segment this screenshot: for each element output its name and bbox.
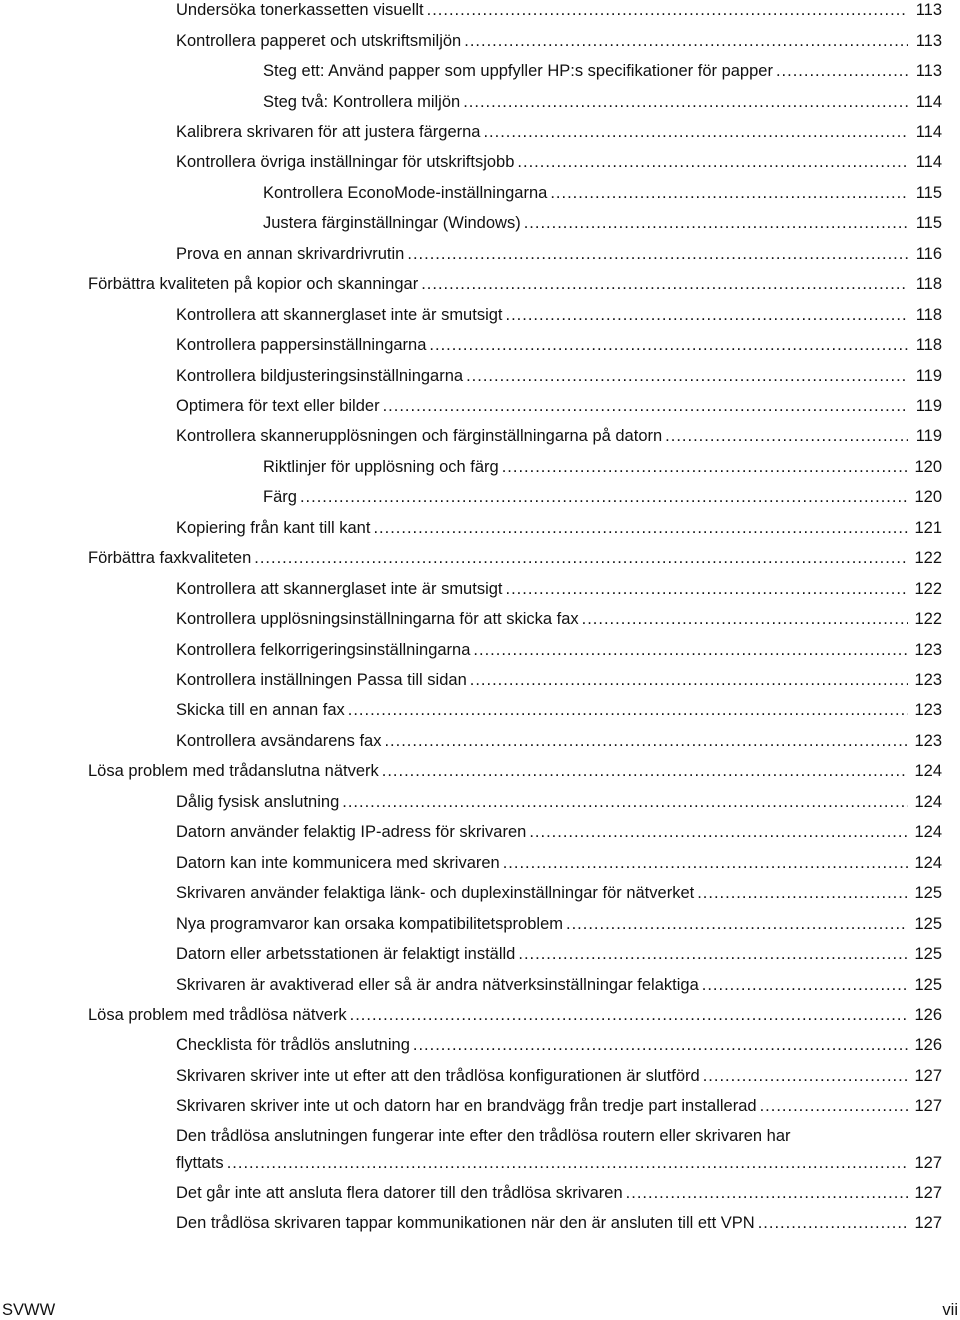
toc-entry-title: Prova en annan skrivardrivrutin	[176, 245, 405, 263]
toc-entry[interactable]	[176, 366, 942, 386]
toc-entry-title: Riktlinjer för upplösning och färg	[263, 458, 499, 476]
toc-entry-page: 114	[915, 123, 942, 141]
toc-leader-dots	[665, 426, 908, 446]
toc-entry[interactable]	[176, 670, 942, 690]
toc-entry[interactable]	[263, 92, 942, 112]
toc-entry-title: Kontrollera inställningen Passa till sidan	[176, 671, 467, 689]
toc-entry-page: 126	[914, 1006, 942, 1024]
toc-leader-dots	[517, 152, 908, 172]
toc-entry-title: Undersöka tonerkassetten visuellt	[176, 1, 424, 19]
toc-entry-title: Checklista för trådlös anslutning	[176, 1036, 410, 1054]
toc-entry-page: 121	[914, 519, 942, 537]
toc-entry[interactable]	[176, 518, 942, 538]
toc-entry[interactable]	[176, 853, 942, 873]
toc-entry-page: 122	[914, 610, 942, 628]
toc-entry[interactable]	[176, 244, 942, 264]
toc-entry-title: Kontrollera EconoMode-inställningarna	[263, 184, 548, 202]
toc-entry[interactable]	[176, 822, 942, 842]
toc-entry-page: 127	[914, 1067, 942, 1085]
toc-entry[interactable]	[176, 305, 942, 325]
toc-entry[interactable]	[176, 1035, 942, 1055]
toc-entry[interactable]	[176, 335, 942, 355]
toc-entry-title: Kontrollera avsändarens fax	[176, 732, 382, 750]
toc-entry-title: Kontrollera att skannerglaset inte är smutsigt	[176, 306, 503, 324]
toc-entry[interactable]	[176, 426, 942, 446]
toc-entry[interactable]	[176, 1183, 942, 1203]
toc-entry[interactable]	[176, 640, 942, 660]
toc-entry-page: 119	[915, 367, 942, 385]
toc-entry-title: Datorn kan inte kommunicera med skrivaren	[176, 854, 500, 872]
toc-entry-page: 115	[915, 214, 942, 232]
toc-entry-page: 126	[914, 1036, 942, 1054]
toc-leader-dots	[502, 457, 908, 477]
toc-leader-dots	[702, 975, 908, 995]
toc-entry-title: Nya programvaror kan orsaka kompatibilitetsproblem	[176, 915, 563, 933]
toc-entry-title-line2: flyttats	[176, 1154, 224, 1172]
toc-entry-page: 127	[914, 1184, 942, 1202]
toc-entry[interactable]	[88, 548, 942, 568]
toc-entry-title: Kontrollera skannerupplösningen och färginställningarna på datorn	[176, 427, 663, 445]
toc-entry[interactable]	[176, 944, 942, 964]
toc-entry-title: Kopiering från kant till kant	[176, 519, 371, 537]
toc-entry-title: Dålig fysisk anslutning	[176, 793, 340, 811]
toc-leader-dots	[776, 61, 908, 81]
toc-entry[interactable]	[176, 792, 942, 812]
toc-leader-dots	[383, 396, 908, 416]
toc-leader-dots	[470, 670, 908, 690]
toc-entry-title: Datorn eller arbetsstationen är felaktigt inställd	[176, 945, 516, 963]
toc-entry-title: Skrivaren använder felaktiga länk- och duplexinställningar för nätverket	[176, 884, 695, 902]
toc-entry-page: 124	[914, 762, 942, 780]
toc-leader-dots	[407, 244, 908, 264]
toc-entry-title: Lösa problem med trådanslutna nätverk	[88, 762, 379, 780]
toc-entry-title: Kontrollera felkorrigeringsinställningarna	[176, 641, 471, 659]
toc-entry[interactable]	[176, 609, 942, 629]
toc-entry[interactable]	[263, 487, 942, 507]
toc-entry-page: 125	[914, 945, 942, 963]
toc-entry-title: Kontrollera att skannerglaset inte är smutsigt	[176, 580, 503, 598]
toc-entry-page: 124	[914, 854, 942, 872]
toc-entry-page: 122	[914, 549, 942, 567]
toc-entry-title: Steg ett: Använd papper som uppfyller HP:s specifikationer för papper	[263, 62, 773, 80]
toc-entry-page: 125	[914, 915, 942, 933]
toc-entry-page: 118	[915, 275, 942, 293]
toc-entry-title: Kontrollera bildjusteringsinställningarna	[176, 367, 464, 385]
toc-entry-page: 127	[914, 1214, 942, 1232]
toc-entry-page: 122	[914, 580, 942, 598]
toc-leader-dots	[463, 92, 908, 112]
toc-leader-dots	[384, 731, 908, 751]
toc-entry[interactable]	[88, 761, 942, 781]
toc-leader-dots	[464, 31, 908, 51]
toc-entry-page: 125	[914, 884, 942, 902]
toc-entry-page: 127	[914, 1154, 942, 1172]
toc-entry-title-line1: Den trådlösa anslutningen fungerar inte efter den trådlösa routern eller skrivaren har	[176, 1127, 791, 1145]
toc-entry-title: Den trådlösa skrivaren tappar kommunikationen när den är ansluten till ett VPN	[176, 1214, 755, 1232]
toc-entry[interactable]	[176, 1096, 942, 1116]
toc-entry-title: Skrivaren är avaktiverad eller så är andra nätverksinställningar felaktiga	[176, 976, 699, 994]
toc-leader-dots	[506, 305, 909, 325]
toc-entry-title: Justera färginställningar (Windows)	[263, 214, 521, 232]
toc-entry[interactable]	[176, 700, 942, 720]
toc-entry-title: Skrivaren skriver inte ut efter att den trådlösa konfigurationen är slutförd	[176, 1067, 700, 1085]
toc-entry-page: 114	[915, 93, 942, 111]
toc-entry-title: Optimera för text eller bilder	[176, 397, 380, 415]
toc-leader-dots	[506, 579, 909, 599]
toc-leader-dots	[760, 1096, 908, 1116]
toc-entry-title: Datorn använder felaktig IP-adress för skrivaren	[176, 823, 527, 841]
toc-entry-title: Kontrollera papperet och utskriftsmiljön	[176, 32, 462, 50]
toc-leader-dots	[350, 1005, 908, 1025]
toc-entry-page: 113	[915, 32, 942, 50]
toc-entry-page: 123	[914, 671, 942, 689]
toc-entry-page: 119	[915, 427, 942, 445]
toc-entry[interactable]	[263, 213, 942, 233]
toc-entry-page: 116	[915, 245, 942, 263]
toc-entry-title: Kontrollera upplösningsinställningarna för att skicka fax	[176, 610, 579, 628]
toc-leader-dots	[429, 335, 908, 355]
toc-leader-dots	[483, 122, 908, 142]
toc-entry-title: Kontrollera övriga inställningar för utskriftsjobb	[176, 153, 515, 171]
toc-entry-title: Kontrollera pappersinställningarna	[176, 336, 427, 354]
toc-entry[interactable]	[176, 975, 942, 995]
toc-entry-page: 113	[915, 1, 942, 19]
toc-leader-dots	[529, 822, 908, 842]
toc-entry-title: Lösa problem med trådlösa nätverk	[88, 1006, 347, 1024]
toc-entry-page: 125	[914, 976, 942, 994]
footer-page-number: vii	[942, 1301, 958, 1319]
toc-entry-page: 124	[914, 823, 942, 841]
toc-entry[interactable]	[176, 731, 942, 751]
toc-entry[interactable]	[88, 274, 942, 294]
toc-leader-dots	[348, 700, 908, 720]
toc-leader-dots	[524, 213, 908, 233]
toc-entry-page: 123	[914, 701, 942, 719]
toc-leader-dots	[421, 274, 908, 294]
toc-entry-page: 113	[915, 62, 942, 80]
toc-entry-page: 123	[914, 641, 942, 659]
toc-entry-title: Skrivaren skriver inte ut och datorn har en brandvägg från tredje part installerad	[176, 1097, 757, 1115]
toc-leader-dots	[382, 761, 908, 781]
toc-entry[interactable]	[176, 152, 942, 172]
toc-entry-title: Färg	[263, 488, 297, 506]
toc-entry-title: Förbättra faxkvaliteten	[88, 549, 252, 567]
toc-leader-dots	[373, 518, 908, 538]
toc-leader-dots	[550, 183, 908, 203]
toc-leader-dots	[473, 640, 908, 660]
toc-leader-dots	[427, 0, 908, 20]
toc-leader-dots	[758, 1213, 908, 1233]
toc-entry-page: 115	[915, 184, 942, 202]
toc-entry[interactable]	[176, 122, 942, 142]
toc-entry-page: 114	[915, 153, 942, 171]
toc-leader-dots	[697, 883, 908, 903]
toc-entry-page: 123	[914, 732, 942, 750]
toc-entry-page: 118	[915, 336, 942, 354]
toc-entry[interactable]	[176, 31, 942, 51]
toc-entry[interactable]	[176, 914, 942, 934]
toc-leader-dots	[227, 1153, 908, 1173]
toc-entry-title: Skicka till en annan fax	[176, 701, 345, 719]
toc-leader-dots	[254, 548, 908, 568]
toc-entry[interactable]	[263, 61, 942, 81]
toc-entry[interactable]	[176, 1066, 942, 1086]
toc-leader-dots	[466, 366, 908, 386]
toc-leader-dots	[582, 609, 908, 629]
toc-entry-page: 120	[914, 458, 942, 476]
toc-entry-title: Steg två: Kontrollera miljön	[263, 93, 461, 111]
toc-entry[interactable]	[176, 1126, 942, 1173]
toc-leader-dots	[703, 1066, 908, 1086]
toc-entry[interactable]	[263, 457, 942, 477]
toc-entry-title: Det går inte att ansluta flera datorer till den trådlösa skrivaren	[176, 1184, 623, 1202]
toc-entry-page: 120	[914, 488, 942, 506]
toc-entry[interactable]	[263, 183, 942, 203]
toc-entry[interactable]	[176, 396, 942, 416]
toc-leader-dots	[503, 853, 908, 873]
toc-entry[interactable]	[176, 883, 942, 903]
toc-leader-dots	[518, 944, 908, 964]
toc-entry[interactable]	[176, 579, 942, 599]
toc-entry-page: 124	[914, 793, 942, 811]
toc-leader-dots	[626, 1183, 908, 1203]
toc-entry-page: 119	[915, 397, 942, 415]
toc-leader-dots	[413, 1035, 908, 1055]
toc-entry[interactable]	[88, 1005, 942, 1025]
footer-doc-code: SVWW	[2, 1301, 56, 1319]
toc-leader-dots	[342, 792, 908, 812]
toc-leader-dots	[300, 487, 908, 507]
toc-entry-title: Förbättra kvaliteten på kopior och skanningar	[88, 275, 419, 293]
toc-leader-dots	[566, 914, 908, 934]
toc-entry-page: 127	[914, 1097, 942, 1115]
toc-entry-page: 118	[915, 306, 942, 324]
toc-entry-title: Kalibrera skrivaren för att justera färgerna	[176, 123, 481, 141]
toc-entry[interactable]	[176, 1213, 942, 1233]
toc-entry[interactable]	[176, 0, 942, 20]
